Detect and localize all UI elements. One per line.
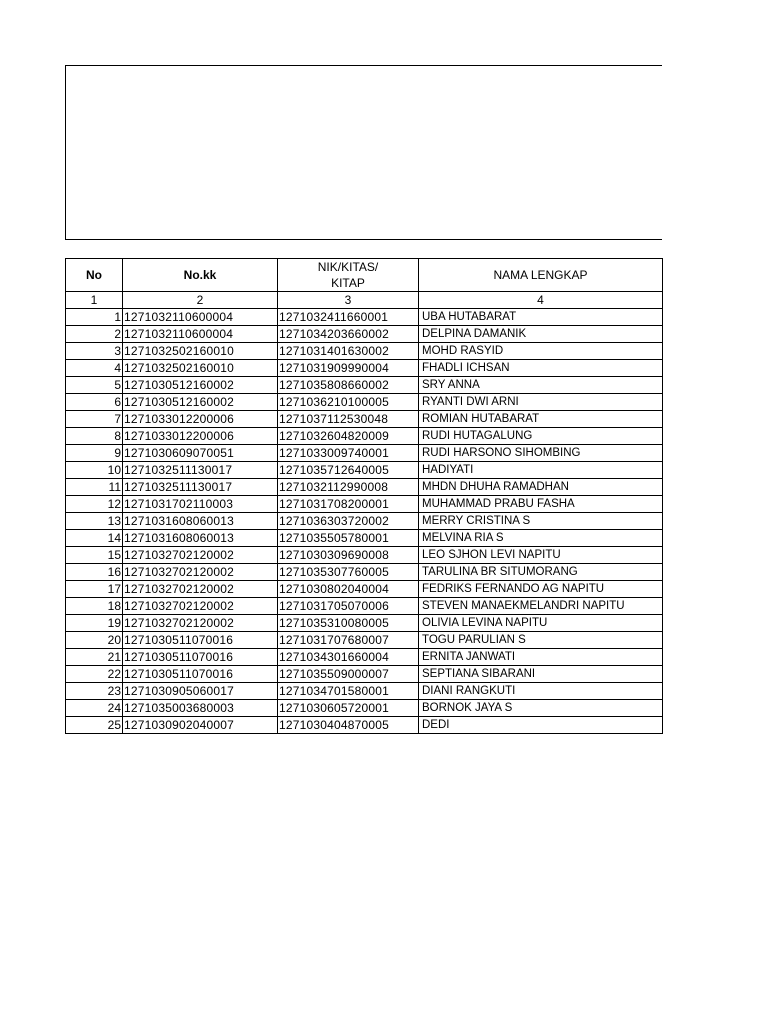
header-nik: NIK/KITAS/ KITAP xyxy=(278,259,419,292)
cell-nama: RYANTI DWI ARNI xyxy=(419,394,663,411)
cell-nama: RUDI HUTAGALUNG xyxy=(419,428,663,445)
header-row xyxy=(66,259,663,292)
cell-nik: 1271034203660002 xyxy=(278,326,419,343)
cell-nama: TOGU PARULIAN S xyxy=(419,632,663,649)
cell-nokk: 1271030905060017 xyxy=(123,683,278,700)
cell-nama: FHADLI ICHSAN xyxy=(419,360,663,377)
cell-nama: STEVEN MANAEKMELANDRI NAPITU xyxy=(419,598,663,615)
table-row xyxy=(66,377,663,394)
cell-nokk: 1271032511130017 xyxy=(123,479,278,496)
cell-nik: 1271032112990008 xyxy=(278,479,419,496)
table-row xyxy=(66,547,663,564)
cell-nama: TARULINA BR SITUMORANG xyxy=(419,564,663,581)
cell-no: 5 xyxy=(66,377,123,394)
cell-nik: 1271032411660001 xyxy=(278,309,419,326)
cell-no: 2 xyxy=(66,326,123,343)
cell-no: 16 xyxy=(66,564,123,581)
cell-nokk: 1271032110600004 xyxy=(123,326,278,343)
cell-nokk: 1271032110600004 xyxy=(123,309,278,326)
cell-nokk: 1271031608060013 xyxy=(123,513,278,530)
cell-nama: DIANI RANGKUTI xyxy=(419,683,663,700)
table-row xyxy=(66,581,663,598)
cell-nama: DEDI xyxy=(419,717,663,734)
cell-no: 14 xyxy=(66,530,123,547)
table-row xyxy=(66,479,663,496)
header-nokk: No.kk xyxy=(123,259,278,292)
cell-nama: SRY ANNA xyxy=(419,377,663,394)
cell-nik: 1271030404870005 xyxy=(278,717,419,734)
cell-nokk: 1271032502160010 xyxy=(123,343,278,360)
header-no: No xyxy=(66,259,123,292)
cell-nik: 1271031909990004 xyxy=(278,360,419,377)
table-row xyxy=(66,666,663,683)
cell-nokk: 1271032702120002 xyxy=(123,581,278,598)
cell-nama: MHDN DHUHA RAMADHAN xyxy=(419,479,663,496)
table-row xyxy=(66,683,663,700)
table-row xyxy=(66,564,663,581)
cell-no: 20 xyxy=(66,632,123,649)
data-table xyxy=(65,258,663,734)
cell-no: 21 xyxy=(66,649,123,666)
cell-nokk: 1271032702120002 xyxy=(123,598,278,615)
cell-nik: 1271036303720002 xyxy=(278,513,419,530)
table-row xyxy=(66,411,663,428)
cell-nama: FEDRIKS FERNANDO AG NAPITU xyxy=(419,581,663,598)
cell-no: 1 xyxy=(66,309,123,326)
table-row xyxy=(66,326,663,343)
cell-nokk: 1271031608060013 xyxy=(123,530,278,547)
cell-nokk: 1271030511070016 xyxy=(123,649,278,666)
cell-no: 4 xyxy=(66,360,123,377)
cell-nik: 1271035505780001 xyxy=(278,530,419,547)
cell-nik: 1271032604820009 xyxy=(278,428,419,445)
table-row xyxy=(66,496,663,513)
cell-nokk: 1271033012200006 xyxy=(123,428,278,445)
cell-nama: DELPINA DAMANIK xyxy=(419,326,663,343)
cell-no: 6 xyxy=(66,394,123,411)
column-index: 4 xyxy=(419,292,663,309)
cell-no: 19 xyxy=(66,615,123,632)
table-row xyxy=(66,598,663,615)
cell-nama: MELVINA RIA S xyxy=(419,530,663,547)
column-index: 1 xyxy=(66,292,123,309)
cell-nokk: 1271030511070016 xyxy=(123,632,278,649)
cell-nama: UBA HUTABARAT xyxy=(419,309,663,326)
cell-nama: HADIYATI xyxy=(419,462,663,479)
cell-nik: 1271037112530048 xyxy=(278,411,419,428)
cell-nokk: 1271030511070016 xyxy=(123,666,278,683)
header-nama: NAMA LENGKAP xyxy=(419,259,663,292)
cell-nik: 1271035310080005 xyxy=(278,615,419,632)
cell-nik: 1271031708200001 xyxy=(278,496,419,513)
cell-nokk: 1271033012200006 xyxy=(123,411,278,428)
cell-nama: BORNOK JAYA S xyxy=(419,700,663,717)
column-index: 3 xyxy=(278,292,419,309)
cell-no: 9 xyxy=(66,445,123,462)
cell-nik: 1271034301660004 xyxy=(278,649,419,666)
cell-nik: 1271036210100005 xyxy=(278,394,419,411)
table-row xyxy=(66,309,663,326)
table-row xyxy=(66,428,663,445)
cell-nik: 1271035307760005 xyxy=(278,564,419,581)
cell-nama: ROMIAN HUTABARAT xyxy=(419,411,663,428)
cell-nokk: 1271032702120002 xyxy=(123,547,278,564)
cell-no: 7 xyxy=(66,411,123,428)
cell-no: 24 xyxy=(66,700,123,717)
cell-nik: 1271030605720001 xyxy=(278,700,419,717)
table-row xyxy=(66,462,663,479)
table-row xyxy=(66,649,663,666)
cell-no: 11 xyxy=(66,479,123,496)
cell-nik: 1271033009740001 xyxy=(278,445,419,462)
cell-no: 13 xyxy=(66,513,123,530)
table-row xyxy=(66,700,663,717)
cell-nama: MERRY CRISTINA S xyxy=(419,513,663,530)
cell-nama: LEO SJHON LEVI NAPITU xyxy=(419,547,663,564)
cell-nokk: 1271032702120002 xyxy=(123,615,278,632)
table-row xyxy=(66,632,663,649)
column-index: 2 xyxy=(123,292,278,309)
cell-nama: MUHAMMAD PRABU FASHA xyxy=(419,496,663,513)
cell-nama: RUDI HARSONO SIHOMBING xyxy=(419,445,663,462)
cell-nokk: 1271030512160002 xyxy=(123,394,278,411)
cell-no: 15 xyxy=(66,547,123,564)
cell-nokk: 1271035003680003 xyxy=(123,700,278,717)
cell-nokk: 1271032511130017 xyxy=(123,462,278,479)
cell-nokk: 1271032702120002 xyxy=(123,564,278,581)
table-row xyxy=(66,513,663,530)
cell-nokk: 1271030512160002 xyxy=(123,377,278,394)
table-row xyxy=(66,360,663,377)
column-index-row xyxy=(66,292,663,309)
cell-nama: ERNITA JANWATI xyxy=(419,649,663,666)
cell-nik: 1271034701580001 xyxy=(278,683,419,700)
cell-nik: 1271031705070006 xyxy=(278,598,419,615)
cell-nik: 1271030309690008 xyxy=(278,547,419,564)
table-row xyxy=(66,530,663,547)
cell-no: 10 xyxy=(66,462,123,479)
cell-nik: 1271031401630002 xyxy=(278,343,419,360)
table-row xyxy=(66,615,663,632)
header-box xyxy=(65,65,662,240)
cell-no: 12 xyxy=(66,496,123,513)
cell-nama: OLIVIA LEVINA NAPITU xyxy=(419,615,663,632)
table-row xyxy=(66,394,663,411)
cell-nokk: 1271031702110003 xyxy=(123,496,278,513)
table-row xyxy=(66,717,663,734)
cell-no: 23 xyxy=(66,683,123,700)
cell-nik: 1271030802040004 xyxy=(278,581,419,598)
cell-no: 18 xyxy=(66,598,123,615)
cell-nokk: 1271030609070051 xyxy=(123,445,278,462)
table-row xyxy=(66,343,663,360)
cell-nama: SEPTIANA SIBARANI xyxy=(419,666,663,683)
cell-nokk: 1271032502160010 xyxy=(123,360,278,377)
cell-nik: 1271031707680007 xyxy=(278,632,419,649)
cell-no: 8 xyxy=(66,428,123,445)
cell-no: 3 xyxy=(66,343,123,360)
table-body xyxy=(66,309,663,734)
cell-no: 22 xyxy=(66,666,123,683)
cell-no: 17 xyxy=(66,581,123,598)
table-row xyxy=(66,445,663,462)
cell-nik: 1271035509000007 xyxy=(278,666,419,683)
cell-no: 25 xyxy=(66,717,123,734)
cell-nama: MOHD RASYID xyxy=(419,343,663,360)
cell-nik: 1271035808660002 xyxy=(278,377,419,394)
cell-nik: 1271035712640005 xyxy=(278,462,419,479)
cell-nokk: 1271030902040007 xyxy=(123,717,278,734)
